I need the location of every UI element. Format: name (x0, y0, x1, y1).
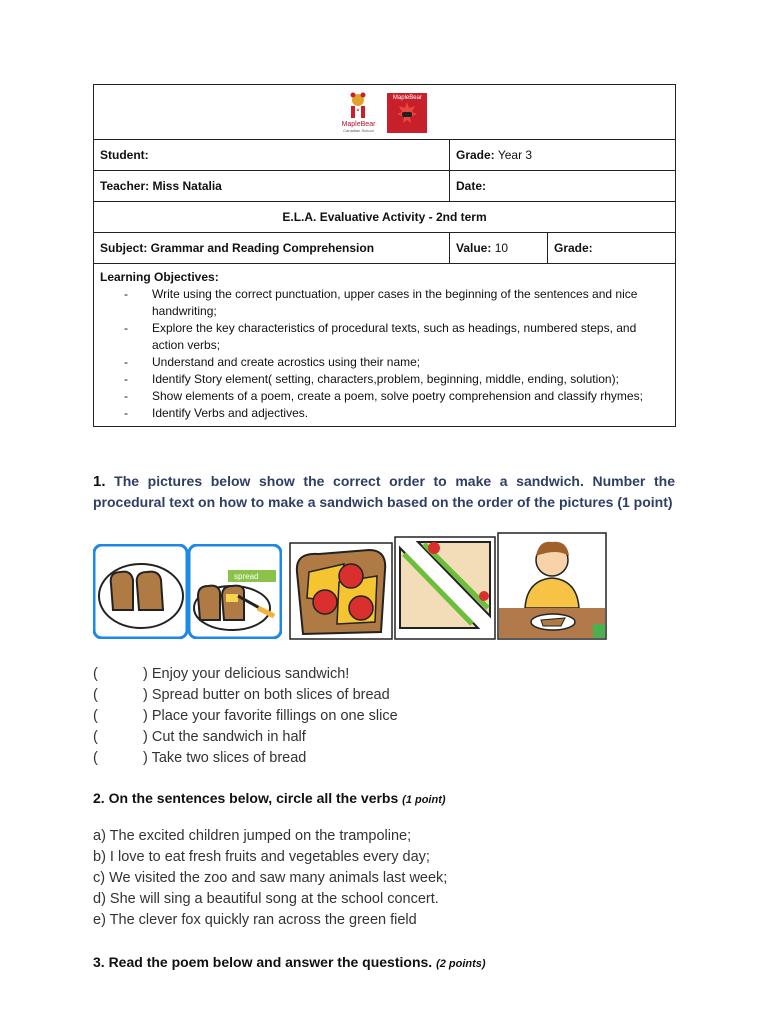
logo-cell (94, 85, 676, 140)
step-row (93, 727, 398, 748)
value-label: Value: (456, 241, 492, 255)
answer-blank[interactable]: ( (93, 708, 98, 724)
step-row (93, 706, 398, 727)
step-text: ) Place your favorite fillings on one slice (143, 708, 398, 724)
objectives-cell (94, 264, 676, 427)
sentence-item: b) I love to eat fresh fruits and vegetables every day; (93, 849, 430, 865)
logo-subtext: Canadian School (343, 128, 374, 133)
spread-label: spread (234, 572, 259, 581)
bear-mascot-icon (343, 91, 373, 121)
question-1-number: 1. (93, 473, 106, 490)
subject-field: Subject: Grammar and Reading Comprehension (94, 233, 450, 264)
grade-value: Year 3 (497, 148, 533, 162)
fillings-icon (289, 542, 393, 640)
question-2-text: 2. On the sentences below, circle all the verbs (93, 790, 399, 806)
question-1 (93, 471, 675, 513)
objective-item: - Explore the key characteristics of procedural texts, such as headings, numbered steps, and action verbs; (124, 320, 669, 354)
bread-slices-icon (93, 544, 188, 639)
question-3-points: (2 points) (436, 958, 486, 970)
boy-eating-icon (497, 532, 607, 640)
sentence-item: d) She will sing a beautiful song at the school concert. (93, 891, 439, 907)
objective-item: - Identify Verbs and adjectives. (124, 405, 669, 422)
grade-field (450, 140, 676, 171)
objective-item: - Understand and create acrostics using their name; (124, 354, 669, 371)
sentence-item: a) The excited children jumped on the trampoline; (93, 828, 412, 844)
answer-blank[interactable]: ( (93, 687, 98, 703)
step-text: ) Take two slices of bread (143, 750, 307, 766)
badge-text: MapleBear (392, 95, 422, 101)
maplebear-badge-logo (387, 93, 427, 133)
teacher-field: Teacher: Miss Natalia (94, 171, 450, 202)
value-value: 10 (494, 241, 509, 255)
objective-item: - Write using the correct punctuation, upper cases in the beginning of the sentences and nice handwriting; (124, 286, 669, 320)
cut-sandwich-icon (394, 536, 496, 640)
student-field: Student: (94, 140, 450, 171)
step-row (93, 685, 398, 706)
answer-blank[interactable]: ( (93, 729, 98, 745)
step-text: ) Spread butter on both slices of bread (143, 687, 390, 703)
question-1-text: The pictures below show the correct order to make a sandwich. Number the procedural text on how to make a sandwich based on the order of the pictures (1 point) (93, 473, 675, 510)
header-table (93, 84, 676, 427)
objective-item: - Show elements of a poem, create a poem, solve poetry comprehension and classify rhymes; (124, 388, 669, 405)
answer-blank[interactable]: ( (93, 666, 98, 682)
question-2-points: (1 point) (402, 794, 446, 806)
question-2 (93, 790, 446, 806)
logo-text: MapleBear (341, 121, 376, 128)
objective-item: - Identify Story element( setting, characters,problem, beginning, middle, ending, solution); (124, 371, 669, 388)
date-field: Date: (450, 171, 676, 202)
grade-label: Grade: (456, 148, 495, 162)
step-text: ) Enjoy your delicious sandwich! (143, 666, 350, 682)
procedure-steps (93, 664, 398, 769)
answer-blank[interactable]: ( (93, 750, 98, 766)
maple-leaf-icon (396, 101, 418, 125)
step-text: ) Cut the sandwich in half (143, 729, 306, 745)
verb-sentences (93, 826, 447, 931)
question-3-text: 3. Read the poem below and answer the questions. (93, 954, 433, 970)
objectives-list (100, 286, 669, 422)
grade-score-field: Grade: (548, 233, 676, 264)
question-3 (93, 954, 486, 970)
step-row (93, 664, 398, 685)
sentence-item: c) We visited the zoo and saw many animals last week; (93, 870, 448, 886)
activity-title: E.L.A. Evaluative Activity - 2nd term (94, 202, 676, 233)
sentence-item: e) The clever fox quickly ran across the green field (93, 912, 417, 928)
step-row (93, 748, 398, 769)
butter-spread-icon (188, 544, 282, 639)
objectives-title: Learning Objectives: (100, 270, 219, 284)
maplebear-logo (342, 91, 376, 133)
value-field (450, 233, 548, 264)
